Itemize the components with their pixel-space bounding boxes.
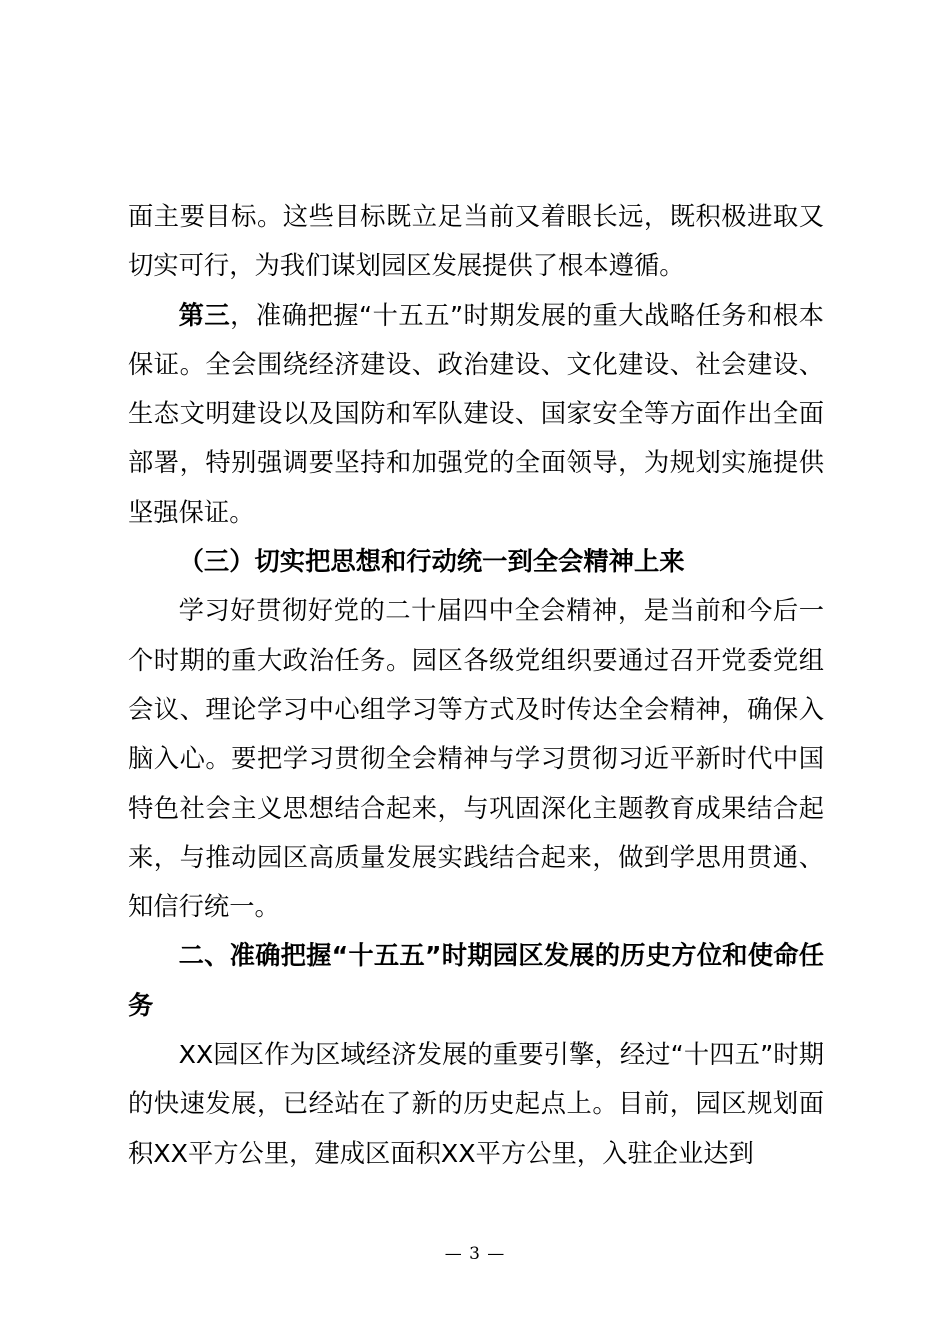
document-body [128,192,824,1178]
paragraph-continuation: 面主要目标。这些目标既立足当前又着眼长远，既积极进取又切实可行，为我们谋划园区发展提供了根本遵循。 [128,202,824,281]
paragraph-lead-bold: 第三 [178,300,231,330]
section-heading: 二、准确把握“十五五”时期园区发展的历史方位和使命任务 [128,941,824,1020]
paragraph-study-spirit: 学习好贯彻好党的二十届四中全会精神，是当前和今后一个时期的重大政治任务。园区各级党组织要通过召开党委党组会议、理论学习中心组学习等方式及时传达全会精神，确保入脑入心。要把学习贯彻全会精神与学习贯彻习近平新时代中国特色社会主义思想结合起来，与巩固深化主题教育成果结合起来，与推动园区高质量发展实践结合起来，做到学思用贯通、知信行统一。 [128,596,824,922]
paragraph-third-point [128,291,824,537]
section-subheading: （三）切实把思想和行动统一到全会精神上来 [178,547,685,577]
page-number: — 3 — [444,1244,506,1264]
paragraph-park-overview: XX园区作为区域经济发展的重要引擎，经过“十四五”时期的快速发展，已经站在了新的历史起点上。目前，园区规划面积XX平方公里，建成区面积XX平方公里，入驻企业达到 [128,1040,824,1168]
paragraph-text: ，准确把握“十五五”时期发展的重大战略任务和根本保证。全会围绕经济建设、政治建设、文化建设、社会建设、生态文明建设以及国防和军队建设、国家安全等方面作出全面部署，特别强调要坚持和加强党的全面领导，为规划实施提供坚强保证。 [128,300,824,527]
